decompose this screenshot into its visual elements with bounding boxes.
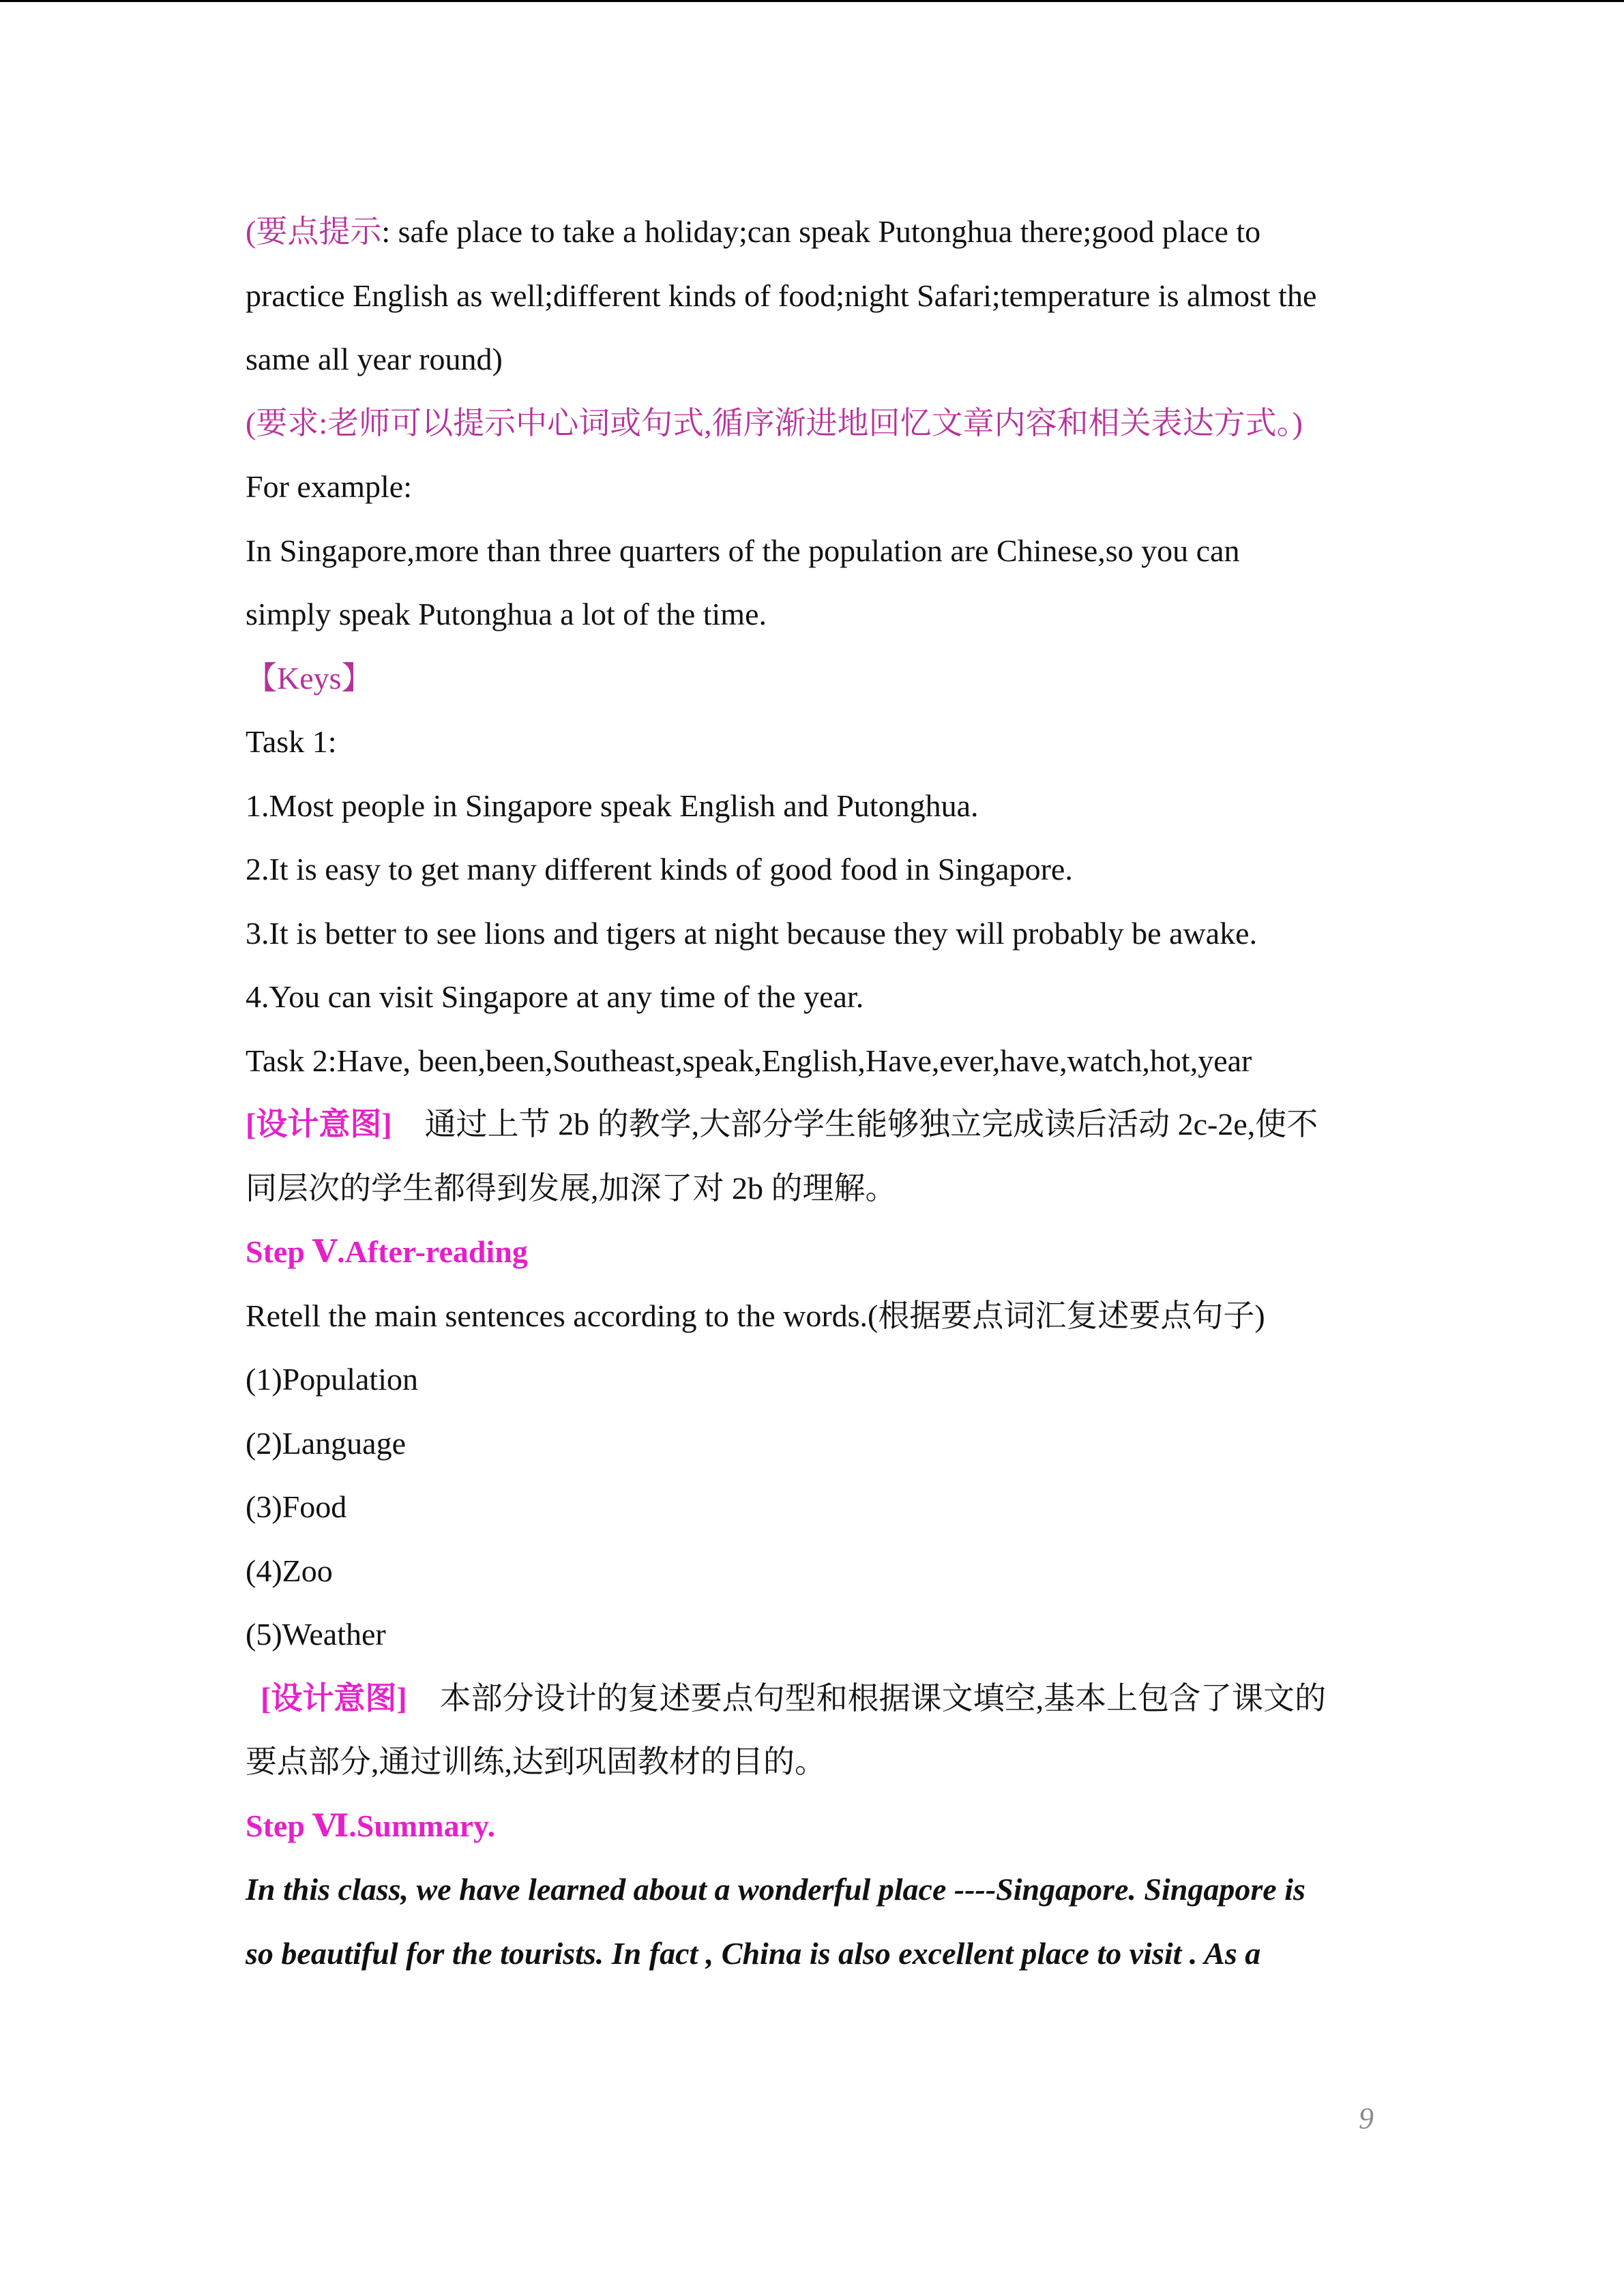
list-item: (4)Zoo (246, 1553, 333, 1588)
design-intent-2-line-2: 要点部分,通过训练,达到巩固教材的目的。 (246, 1744, 826, 1779)
summary-line-1: In this class, we have learned about a wonderful place ----Singapore. Singapore is (246, 1872, 1305, 1907)
requirement-note: (要求:老师可以提示中心词或句式,循序渐进地回忆文章内容和相关表达方式。) (246, 405, 1303, 441)
list-item: (5)Weather (246, 1617, 386, 1652)
tips-text-1: : safe place to take a holiday;can speak Putonghua there;good place to (381, 214, 1261, 249)
task1-answer-4: 4.You can visit Singapore at any time of the year. (246, 979, 864, 1014)
tips-line-1 (246, 200, 1385, 264)
design-intent-2-line-1 (246, 1667, 1385, 1731)
list-item: (3)Food (246, 1489, 347, 1524)
example-line-2: simply speak Putonghua a lot of the time. (246, 597, 767, 631)
list-item: (2)Language (246, 1425, 406, 1461)
step6-heading: Step Ⅵ.Summary. (246, 1808, 495, 1843)
step5-instruction: Retell the main sentences according to the words.(根据要点词汇复述要点句子) (246, 1298, 1265, 1333)
task1-heading: Task 1: (246, 724, 337, 759)
design-intent-1-line-1 (246, 1092, 1385, 1157)
tips-label: (要点提示 (246, 214, 382, 249)
task1-answer-2: 2.It is easy to get many different kinds of good food in Singapore. (246, 852, 1073, 886)
task1-answer-1: 1.Most people in Singapore speak English and Putonghua. (246, 788, 979, 823)
step5-heading: Step Ⅴ.After-reading (246, 1234, 528, 1269)
design-intent-1-text: 通过上节 2b 的教学,大部分学生能够独立完成读后活动 2c-2e,使不 (424, 1107, 1318, 1142)
design-intent-label: [设计意图] (246, 1107, 392, 1142)
list-item: (1)Population (246, 1362, 418, 1397)
task2-answers: Task 2:Have, been,been,Southeast,speak,English,Have,ever,have,watch,hot,year (246, 1043, 1252, 1078)
summary-line-2: so beautiful for the tourists. In fact , China is also excellent place to visit . As a (246, 1935, 1261, 1971)
task1-answer-3: 3.It is better to see lions and tigers at night because they will probably be awake. (246, 915, 1258, 951)
tips-line-2: practice English as well;different kinds of food;night Safari;temperature is almost the (246, 278, 1317, 313)
design-intent-2-text: 本部分设计的复述要点句型和根据课文填空,基本上包含了课文的 (439, 1680, 1327, 1716)
design-intent-label: [设计意图] (261, 1680, 407, 1716)
example-line-1: In Singapore,more than three quarters of the population are Chinese,so you can (246, 533, 1240, 568)
example-heading: For example: (246, 469, 412, 504)
keys-heading: 【Keys】 (246, 660, 373, 696)
page-content (246, 200, 1385, 1985)
tips-line-3: same all year round) (246, 342, 503, 376)
page-number: 9 (1359, 2102, 1374, 2135)
design-intent-1-line-2: 同层次的学生都得到发展,加深了对 2b 的理解。 (246, 1170, 897, 1206)
